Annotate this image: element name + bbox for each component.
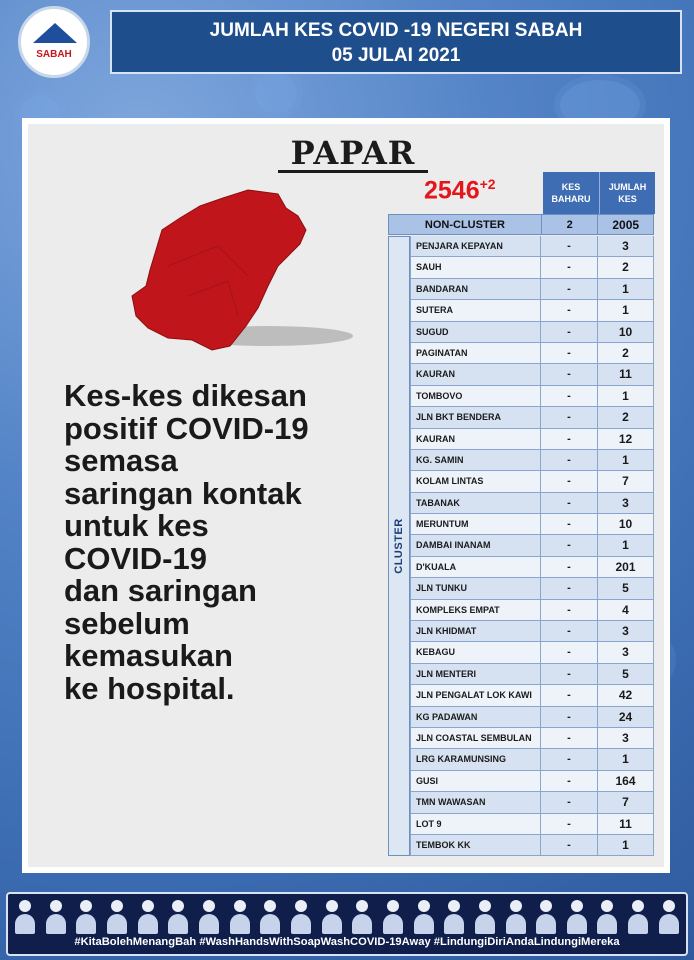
table-row bbox=[410, 835, 654, 856]
table-row bbox=[410, 450, 654, 471]
jumlah-kes-cell: 11 bbox=[598, 814, 654, 835]
person-icon bbox=[75, 898, 97, 934]
table-row bbox=[410, 642, 654, 663]
sabah-logo bbox=[18, 6, 90, 78]
description-line: saringan kontak bbox=[64, 475, 302, 511]
table-row bbox=[410, 300, 654, 321]
table-row bbox=[410, 364, 654, 385]
cluster-name: SUGUD bbox=[410, 322, 541, 343]
cluster-name: PENJARA KEPAYAN bbox=[410, 236, 541, 257]
col-header-jumlah-kes-label: JUMLAH KES bbox=[608, 182, 647, 204]
jumlah-kes-cell: 7 bbox=[598, 792, 654, 813]
kes-baharu-cell: - bbox=[541, 471, 598, 492]
jumlah-kes-cell: 1 bbox=[598, 386, 654, 407]
table-row bbox=[410, 600, 654, 621]
table-row bbox=[410, 578, 654, 599]
kes-baharu-cell: - bbox=[541, 621, 598, 642]
cluster-name: TMN WAWASAN bbox=[410, 792, 541, 813]
table-row bbox=[410, 728, 654, 749]
jumlah-kes-cell: 1 bbox=[598, 300, 654, 321]
cluster-name: JLN BKT BENDERA bbox=[410, 407, 541, 428]
cluster-name: KAURAN bbox=[410, 364, 541, 385]
kes-baharu-cell: - bbox=[541, 664, 598, 685]
jumlah-kes-cell: 2 bbox=[598, 257, 654, 278]
table-row bbox=[410, 535, 654, 556]
cluster-name: KOLAM LINTAS bbox=[410, 471, 541, 492]
person-icon bbox=[45, 898, 67, 934]
kes-baharu-cell: - bbox=[541, 364, 598, 385]
jumlah-kes-cell: 3 bbox=[598, 728, 654, 749]
person-icon bbox=[658, 898, 680, 934]
kes-baharu-cell: - bbox=[541, 685, 598, 706]
cluster-name: D'KUALA bbox=[410, 557, 541, 578]
cluster-name: DAMBAI INANAM bbox=[410, 535, 541, 556]
cluster-name: TEMBOK KK bbox=[410, 835, 541, 856]
description-line: kemasukan bbox=[64, 638, 233, 673]
person-icon bbox=[106, 898, 128, 934]
kes-baharu-cell: - bbox=[541, 429, 598, 450]
kes-baharu-cell: - bbox=[541, 707, 598, 728]
cluster-name: JLN KHIDMAT bbox=[410, 621, 541, 642]
total-cases-value: 2546 bbox=[424, 176, 480, 205]
table-row bbox=[410, 771, 654, 792]
table-row bbox=[410, 429, 654, 450]
person-icon bbox=[535, 898, 557, 934]
jumlah-kes-cell: 2 bbox=[598, 343, 654, 364]
cluster-name: GUSI bbox=[410, 771, 541, 792]
cluster-column bbox=[388, 236, 410, 856]
table-row bbox=[410, 257, 654, 278]
cluster-name: BANDARAN bbox=[410, 279, 541, 300]
person-icon bbox=[596, 898, 618, 934]
district-name: PAPAR bbox=[278, 134, 428, 173]
person-icon bbox=[566, 898, 588, 934]
person-icon bbox=[351, 898, 373, 934]
cluster-name: LOT 9 bbox=[410, 814, 541, 835]
jumlah-kes-cell: 5 bbox=[598, 664, 654, 685]
table-row bbox=[410, 685, 654, 706]
person-icon bbox=[137, 898, 159, 934]
jumlah-kes-cell: 12 bbox=[598, 429, 654, 450]
jumlah-kes-cell: 7 bbox=[598, 471, 654, 492]
jumlah-kes-cell: 5 bbox=[598, 578, 654, 599]
people-illustrations bbox=[14, 898, 680, 936]
cluster-name: TOMBOVO bbox=[410, 386, 541, 407]
cluster-name: KG PADAWAN bbox=[410, 707, 541, 728]
description-line: dan saringan bbox=[64, 573, 257, 608]
kes-baharu-cell: - bbox=[541, 343, 598, 364]
kes-baharu-cell: - bbox=[541, 600, 598, 621]
jumlah-kes-cell: 2 bbox=[598, 407, 654, 428]
description-line: untuk kes bbox=[64, 508, 209, 543]
col-header-kes-baharu bbox=[543, 172, 599, 214]
kes-baharu-cell: - bbox=[541, 814, 598, 835]
col-header-kes-baharu-label: KES BAHARU bbox=[551, 182, 591, 204]
cluster-name: KAURAN bbox=[410, 429, 541, 450]
non-cluster-jumlah-kes: 2005 bbox=[597, 215, 653, 234]
cluster-name: JLN TUNKU bbox=[410, 578, 541, 599]
table-row bbox=[410, 386, 654, 407]
kes-baharu-cell: - bbox=[541, 535, 598, 556]
table-row bbox=[410, 792, 654, 813]
jumlah-kes-cell: 24 bbox=[598, 707, 654, 728]
description-line: ke hospital. bbox=[64, 670, 235, 706]
page-title: JUMLAH KES COVID -19 NEGERI SABAH bbox=[209, 20, 583, 41]
jumlah-kes-cell: 4 bbox=[598, 600, 654, 621]
jumlah-kes-cell: 164 bbox=[598, 771, 654, 792]
total-cases bbox=[424, 176, 496, 205]
cluster-name: TABANAK bbox=[410, 493, 541, 514]
person-icon bbox=[321, 898, 343, 934]
kes-baharu-cell: - bbox=[541, 236, 598, 257]
jumlah-kes-cell: 1 bbox=[598, 749, 654, 770]
table-row bbox=[410, 236, 654, 257]
jumlah-kes-cell: 3 bbox=[598, 642, 654, 663]
person-icon bbox=[505, 898, 527, 934]
non-cluster-label: NON-CLUSTER bbox=[424, 219, 505, 231]
hashtags: #KitaBolehMenangBah #WashHandsWithSoapWashCOVID-19Away #LindungiDiriAndaLindungiMereka bbox=[74, 936, 620, 948]
kes-baharu-cell: - bbox=[541, 749, 598, 770]
kes-baharu-cell: - bbox=[541, 771, 598, 792]
table-row bbox=[410, 557, 654, 578]
mountain-icon bbox=[33, 23, 77, 43]
person-icon bbox=[14, 898, 36, 934]
person-icon bbox=[627, 898, 649, 934]
col-header-jumlah-kes bbox=[599, 172, 655, 214]
kes-baharu-cell: - bbox=[541, 386, 598, 407]
total-cases-increase: +2 bbox=[479, 176, 496, 192]
cluster-label: CLUSTER bbox=[393, 518, 405, 574]
non-cluster-kes-baharu: 2 bbox=[541, 215, 598, 234]
person-icon bbox=[290, 898, 312, 934]
virus-decoration-icon bbox=[255, 72, 297, 114]
person-icon bbox=[198, 898, 220, 934]
cluster-name: SAUH bbox=[410, 257, 541, 278]
jumlah-kes-cell: 42 bbox=[598, 685, 654, 706]
jumlah-kes-cell: 3 bbox=[598, 493, 654, 514]
header-title-box bbox=[110, 10, 682, 74]
jumlah-kes-cell: 10 bbox=[598, 322, 654, 343]
papar-district-shape bbox=[132, 190, 306, 350]
kes-baharu-cell: - bbox=[541, 257, 598, 278]
description-line: Kes-kes dikesan bbox=[64, 378, 307, 413]
person-icon bbox=[443, 898, 465, 934]
report-date: 05 JULAI 2021 bbox=[331, 45, 461, 66]
person-icon bbox=[413, 898, 435, 934]
cluster-name: KEBAGU bbox=[410, 642, 541, 663]
cluster-name: PAGINATAN bbox=[410, 343, 541, 364]
non-cluster-row bbox=[388, 214, 654, 235]
district-map bbox=[128, 186, 353, 356]
table-row bbox=[410, 814, 654, 835]
person-icon bbox=[259, 898, 281, 934]
jumlah-kes-cell: 1 bbox=[598, 279, 654, 300]
table-row bbox=[410, 664, 654, 685]
description-line: semasa bbox=[64, 443, 178, 478]
jumlah-kes-cell: 11 bbox=[598, 364, 654, 385]
table-row bbox=[410, 493, 654, 514]
kes-baharu-cell: - bbox=[541, 514, 598, 535]
kes-baharu-cell: - bbox=[541, 835, 598, 856]
cluster-name: MERUNTUM bbox=[410, 514, 541, 535]
person-icon bbox=[229, 898, 251, 934]
jumlah-kes-cell: 1 bbox=[598, 835, 654, 856]
table-row bbox=[410, 343, 654, 364]
jumlah-kes-cell: 201 bbox=[598, 557, 654, 578]
table-row bbox=[410, 749, 654, 770]
jumlah-kes-cell: 3 bbox=[598, 621, 654, 642]
kes-baharu-cell: - bbox=[541, 450, 598, 471]
kes-baharu-cell: - bbox=[541, 407, 598, 428]
kes-baharu-cell: - bbox=[541, 322, 598, 343]
description-line: sebelum bbox=[64, 605, 190, 641]
person-icon bbox=[382, 898, 404, 934]
kes-baharu-cell: - bbox=[541, 279, 598, 300]
kes-baharu-cell: - bbox=[541, 557, 598, 578]
kes-baharu-cell: - bbox=[541, 493, 598, 514]
table-row bbox=[410, 322, 654, 343]
cluster-name: SUTERA bbox=[410, 300, 541, 321]
table-row bbox=[410, 621, 654, 642]
jumlah-kes-cell: 1 bbox=[598, 535, 654, 556]
kes-baharu-cell: - bbox=[541, 300, 598, 321]
description-line: COVID-19 bbox=[64, 540, 207, 576]
logo-text: SABAH bbox=[36, 49, 72, 60]
cluster-name: LRG KARAMUNSING bbox=[410, 749, 541, 770]
person-icon bbox=[474, 898, 496, 934]
table-row bbox=[410, 471, 654, 492]
cluster-table bbox=[410, 236, 654, 856]
table-row bbox=[410, 707, 654, 728]
cluster-name: KG. SAMIN bbox=[410, 450, 541, 471]
description-line: positif COVID-19 bbox=[64, 410, 309, 446]
table-row bbox=[410, 279, 654, 300]
kes-baharu-cell: - bbox=[541, 792, 598, 813]
kes-baharu-cell: - bbox=[541, 578, 598, 599]
cluster-name: KOMPLEKS EMPAT bbox=[410, 600, 541, 621]
cluster-name: JLN MENTERI bbox=[410, 664, 541, 685]
jumlah-kes-cell: 1 bbox=[598, 450, 654, 471]
kes-baharu-cell: - bbox=[541, 642, 598, 663]
cluster-name: JLN PENGALAT LOK KAWI bbox=[410, 685, 541, 706]
jumlah-kes-cell: 10 bbox=[598, 514, 654, 535]
table-row bbox=[410, 407, 654, 428]
kes-baharu-cell: - bbox=[541, 728, 598, 749]
person-icon bbox=[167, 898, 189, 934]
description-text bbox=[64, 380, 374, 705]
table-row bbox=[410, 514, 654, 535]
jumlah-kes-cell: 3 bbox=[598, 236, 654, 257]
cluster-name: JLN COASTAL SEMBULAN bbox=[410, 728, 541, 749]
